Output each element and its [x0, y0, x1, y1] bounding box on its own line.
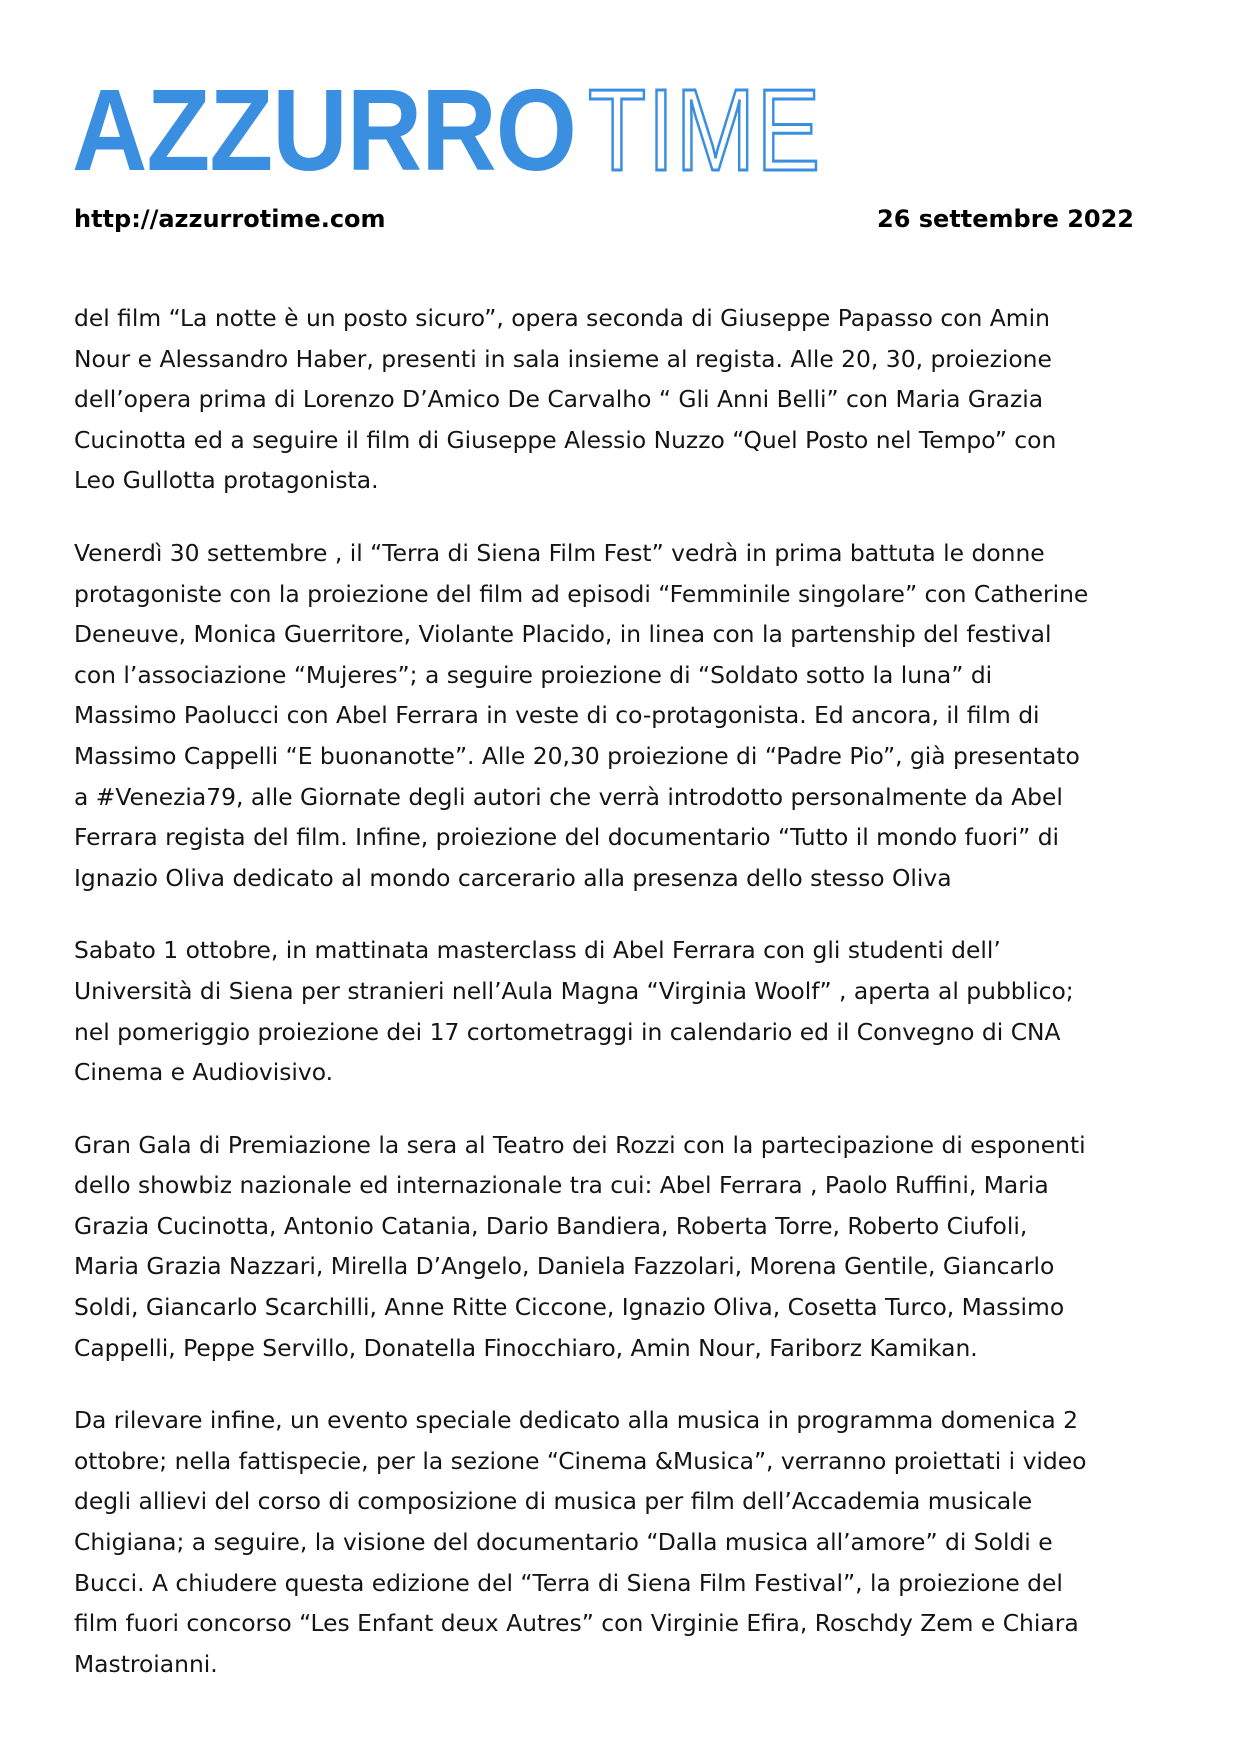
text-line: dello showbiz nazionale ed internazionale tra cui: Abel Ferrara , Paolo Ruffini, Maria [74, 1171, 1049, 1200]
masthead-logo [72, 58, 873, 195]
logo-text-azzurro: AZZURRO [72, 65, 577, 195]
text-line: Massimo Paolucci con Abel Ferrara in veste di co-protagonista. Ed ancora, il film di [74, 701, 1040, 730]
article-paragraph [74, 533, 1184, 898]
text-line: Ferrara regista del film. Infine, proiezione del documentario “Tutto il mondo fuori” di [74, 823, 1060, 852]
logo-text-time: TIME [588, 65, 822, 195]
article-body [74, 298, 1184, 1716]
text-line: con l’associazione “Mujeres”; a seguire proiezione di “Soldato sotto la luna” di [74, 660, 993, 689]
text-line: protagoniste con la proiezione del film ad episodi “Femminile singolare” con Catherine [74, 579, 1089, 608]
text-line: Ignazio Oliva dedicato al mondo carcerario alla presenza dello stesso Oliva [74, 863, 952, 892]
article-paragraph [74, 298, 1184, 501]
text-line: Gran Gala di Premiazione la sera al Teatro dei Rozzi con la partecipazione di esponenti [74, 1130, 1086, 1159]
article-paragraph [74, 1400, 1184, 1684]
text-line: nel pomeriggio proiezione dei 17 cortometraggi in calendario ed il Convegno di CNA [74, 1017, 1061, 1046]
text-line: Università di Siena per stranieri nell’Aula Magna “Virginia Woolf” , aperta al pubblico; [74, 976, 1074, 1005]
text-line: Sabato 1 ottobre, in mattinata masterclass di Abel Ferrara con gli studenti dell’ [74, 936, 1001, 965]
text-line: dell’opera prima di Lorenzo D’Amico De Carvalho “ Gli Anni Belli” con Maria Grazia [74, 385, 1044, 414]
text-line: Chigiana; a seguire, la visione del documentario “Dalla musica all’amore” di Soldi e [74, 1528, 1053, 1557]
text-line: a #Venezia79, alle Giornate degli autori che verrà introdotto personalmente da Abel [74, 782, 1063, 811]
article-paragraph [74, 930, 1184, 1092]
article-paragraph [74, 1125, 1184, 1369]
text-line: Cappelli, Peppe Servillo, Donatella Finocchiaro, Amin Nour, Fariborz Kamikan. [74, 1333, 978, 1362]
text-line: Da rilevare infine, un evento speciale dedicato alla musica in programma domenica 2 [74, 1406, 1078, 1435]
text-line: ottobre; nella fattispecie, per la sezione “Cinema &Musica”, verranno proiettati i video [74, 1446, 1087, 1475]
text-line: Grazia Cucinotta, Antonio Catania, Dario Bandiera, Roberta Torre, Roberto Ciufoli, [74, 1211, 1028, 1240]
text-line: Leo Gullotta protagonista. [74, 466, 379, 495]
text-line: Deneuve, Monica Guerritore, Violante Placido, in linea con la partenship del festival [74, 620, 1052, 649]
text-line: Venerdì 30 settembre , il “Terra di Siena Film Fest” vedrà in prima battuta le donne [74, 538, 1045, 567]
source-url: http://azzurrotime.com [74, 205, 386, 233]
text-line: Mastroianni. [74, 1649, 218, 1678]
text-line: Maria Grazia Nazzari, Mirella D’Angelo, Daniela Fazzolari, Morena Gentile, Giancarlo [74, 1252, 1055, 1281]
text-line: del film “La notte è un posto sicuro”, opera seconda di Giuseppe Papasso con Amin [74, 304, 1050, 332]
source-line [74, 205, 1134, 233]
text-line: Cucinotta ed a seguire il film di Giuseppe Alessio Nuzzo “Quel Posto nel Tempo” con [74, 425, 1057, 454]
text-line: Massimo Cappelli “E buonanotte”. Alle 20,30 proiezione di “Padre Pio”, già presentato [74, 741, 1080, 770]
text-line: Nour e Alessandro Haber, presenti in sala insieme al regista. Alle 20, 30, proiezione [74, 344, 1052, 373]
text-line: Bucci. A chiudere questa edizione del “Terra di Siena Film Festival”, la proiezione del [74, 1568, 1063, 1597]
text-line: Soldi, Giancarlo Scarchilli, Anne Ritte Ciccone, Ignazio Oliva, Cosetta Turco, Massimo [74, 1293, 1065, 1322]
text-line: film fuori concorso “Les Enfant deux Autres” con Virginie Efira, Roschdy Zem e Chiara [74, 1609, 1079, 1638]
text-line: Cinema e Audiovisivo. [74, 1058, 334, 1087]
text-line: degli allievi del corso di composizione di musica per film dell’Accademia musicale [74, 1487, 1033, 1516]
publication-date: 26 settembre 2022 [877, 205, 1134, 233]
